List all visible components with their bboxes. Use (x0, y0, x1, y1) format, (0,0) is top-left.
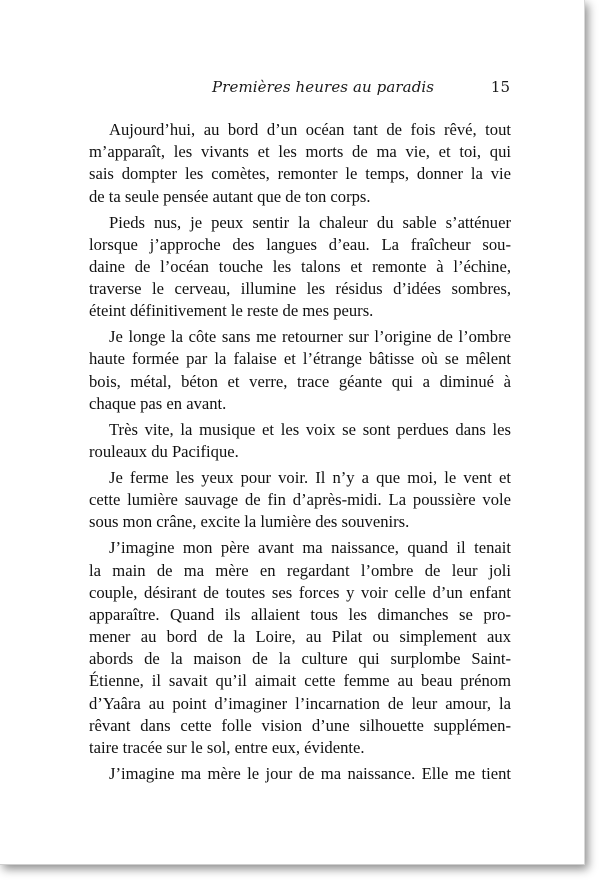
text-line: éteint définitivement le reste de mes peurs. (89, 301, 374, 321)
text-line: sous mon crâne, excite la lumière des souvenirs. (89, 512, 410, 532)
text-line: J’imagine mon père avant ma naissance, quand il tenait (109, 538, 511, 558)
text-line: rouleaux du Pacifique. (89, 442, 239, 462)
paragraph (89, 119, 511, 208)
text-line: rêvant dans cette folle vision d’une silhouette supplémen- (89, 715, 511, 735)
text-line: mener au bord de la Loire, au Pilat ou simplement aux (89, 627, 511, 647)
paragraph (89, 326, 511, 415)
paragraph (89, 537, 511, 759)
body-text (89, 119, 511, 789)
text-line: J’imagine ma mère le jour de ma naissance. Elle me tient (109, 764, 511, 784)
text-line: Je longe la côte sans me retourner sur l’origine de l’ombre (109, 327, 511, 347)
text-line: traverse le cerveau, illumine les résidus d’idées sombres, (89, 279, 511, 299)
text-line: la main de ma mère en regardant l’ombre de leur joli (89, 560, 511, 580)
text-line: Je ferme les yeux pour voir. Il n’y a que moi, le vent et (109, 468, 511, 487)
text-line: haute formée par la falaise et l’étrange bâtisse où se mêlent (89, 349, 511, 369)
text-line: lorsque j’approche des langues d’eau. La fraîcheur sou- (89, 234, 511, 254)
text-line: Étienne, il savait qu’il aimait cette femme au beau prénom (89, 671, 511, 691)
paragraph (89, 419, 511, 463)
text-line: d’Yaâra au point d’imaginer l’incarnation de leur amour, la (89, 693, 511, 713)
text-line: daine de l’océan touche les talons et remonte à l’échine, (89, 256, 511, 276)
page-number: 15 (490, 78, 510, 96)
text-line: apparaître. Quand ils allaient tous les dimanches se pro- (89, 604, 511, 624)
text-line: cette lumière sauvage de fin d’après-midi. La poussière vole (89, 490, 511, 510)
text-line: chaque pas en avant. (89, 393, 227, 413)
text-line: Pieds nus, je peux sentir la chaleur du sable s’atténuer (109, 212, 511, 232)
paragraph (89, 467, 511, 534)
running-title: Premières heures au paradis (212, 78, 435, 96)
text-line: m’apparaît, les vivants et les morts de ma vie, et toi, qui (89, 142, 511, 162)
text-line: abords de la maison de la culture qui surplombe Saint- (89, 649, 511, 669)
text-line: Aujourd’hui, au bord d’un océan tant de fois rêvé, tout (109, 120, 511, 139)
paragraph (89, 763, 511, 785)
text-line: couple, désirant de toutes ses forces y voir celle d’un enfant (89, 582, 511, 602)
text-line: Très vite, la musique et les voix se sont perdues dans les (109, 419, 511, 439)
text-line: taire tracée sur le sol, entre eux, évidente. (89, 738, 365, 758)
page-header (88, 78, 510, 100)
text-line: de ta seule pensée autant que de ton corps. (89, 186, 371, 206)
text-line: sais dompter les comètes, remonter le temps, donner la vie (89, 164, 511, 184)
text-line: bois, métal, béton et verre, trace géante qui a diminué à (89, 371, 511, 391)
paragraph (89, 212, 511, 323)
